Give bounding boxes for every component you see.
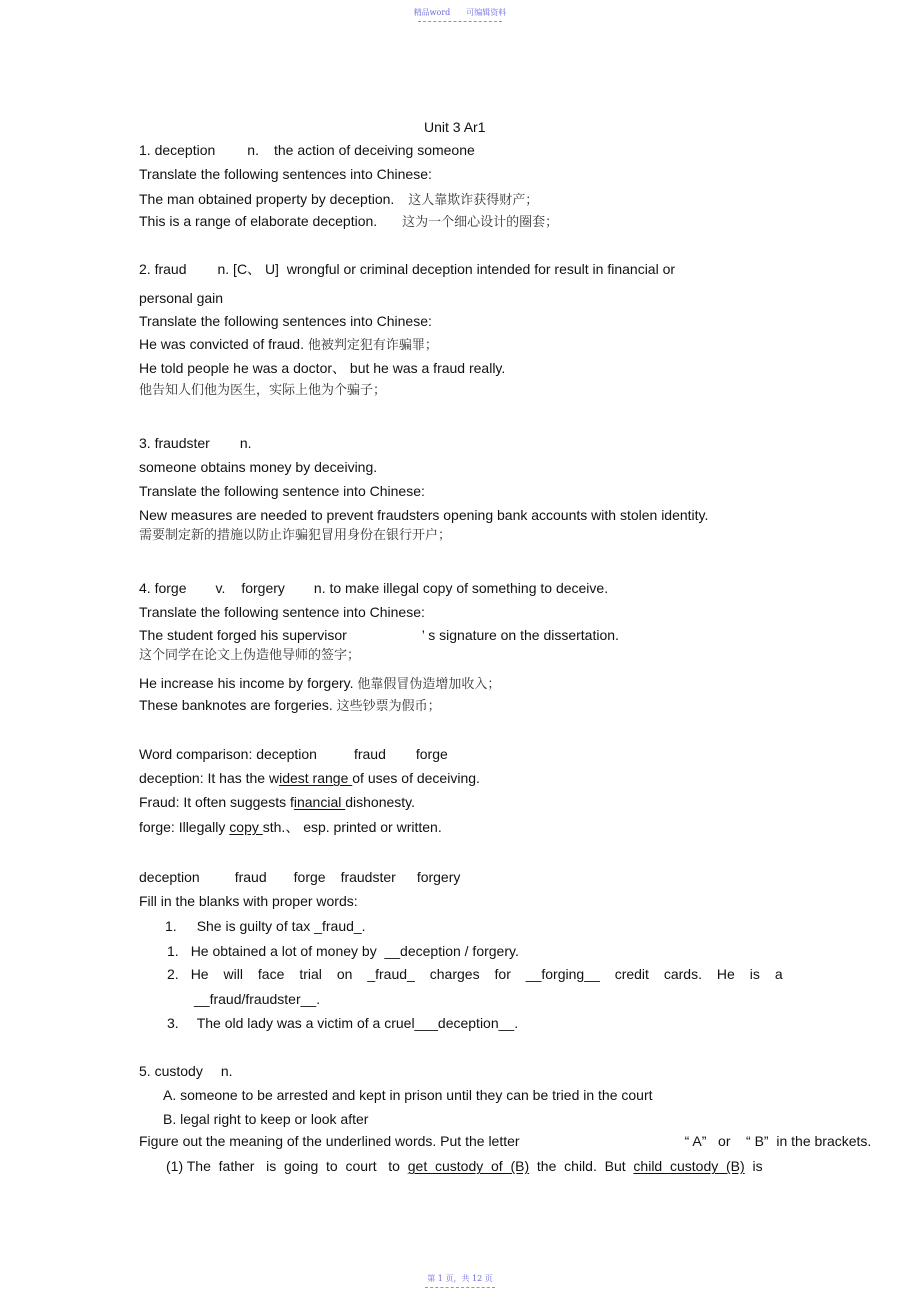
item-number: 1. bbox=[165, 918, 177, 934]
term: 4. forge bbox=[139, 580, 187, 596]
question-1 bbox=[166, 1157, 763, 1175]
entry-custody bbox=[139, 1062, 233, 1080]
text: (1) The father is going to court to bbox=[166, 1158, 408, 1174]
definition: someone obtains money by deceiving. bbox=[139, 459, 378, 475]
entry-fraudster bbox=[139, 434, 252, 452]
term: 2. fraud bbox=[139, 261, 187, 277]
comparison-line bbox=[139, 818, 442, 836]
instruction: Translate the following sentence into Chinese: bbox=[139, 604, 425, 620]
example-en: New measures are needed to prevent fraudsters opening bank accounts with stolen identity. bbox=[139, 507, 709, 523]
example-cn: 他靠假冒伪造增加收入； bbox=[357, 677, 501, 692]
text: of uses of deceiving. bbox=[352, 770, 480, 786]
term: 1. deception bbox=[139, 142, 216, 158]
underlined-text: child custody (B) bbox=[633, 1158, 745, 1174]
word: credit bbox=[614, 966, 649, 982]
word-bank bbox=[139, 868, 460, 886]
example-en: He increase his income by forgery. bbox=[139, 675, 354, 691]
header-divider bbox=[418, 21, 502, 22]
pos: n. bbox=[239, 435, 252, 451]
word: fraudster bbox=[340, 869, 396, 885]
entry-fraud bbox=[139, 260, 675, 278]
doc-title: Unit 3 Ar1 bbox=[424, 119, 486, 135]
exercise-item bbox=[167, 965, 783, 983]
item-number: 3. bbox=[167, 1015, 179, 1031]
word: forge bbox=[415, 746, 448, 762]
term: forgery bbox=[241, 580, 285, 596]
example-cn: 这个同学在论文上伪造他导师的签字； bbox=[139, 648, 361, 663]
instruction-text: Figure out the meaning of the underlined words. Put the letter bbox=[139, 1133, 520, 1149]
word: deception bbox=[139, 869, 200, 885]
example-cn: 这为一个细心设计的圈套； bbox=[402, 215, 559, 230]
item-number: 1. bbox=[167, 943, 179, 959]
example-en: This is a range of elaborate deception. bbox=[139, 213, 378, 229]
underlined-text: get custody of (B) bbox=[407, 1158, 530, 1174]
word: He bbox=[190, 966, 209, 982]
item-text: He obtained a lot of money by __deception / forgery. bbox=[190, 943, 519, 959]
pos: v. bbox=[215, 580, 226, 596]
page-number: 第 1 页，共 12 页 bbox=[427, 1274, 493, 1283]
instruction bbox=[139, 1132, 871, 1150]
underlined-text: copy bbox=[229, 819, 263, 835]
word: _fraud_ bbox=[367, 966, 415, 982]
term: 5. custody bbox=[139, 1063, 203, 1079]
page-footer bbox=[0, 1273, 920, 1288]
word: fraud bbox=[234, 869, 267, 885]
example-en: He told people he was a doctor、 but he was a fraud really. bbox=[139, 360, 506, 376]
word: charges bbox=[429, 966, 480, 982]
word: forge bbox=[293, 869, 326, 885]
exercise-item bbox=[165, 917, 366, 935]
pos: n. bbox=[247, 142, 259, 158]
word: on bbox=[336, 966, 353, 982]
entry-deception bbox=[139, 141, 475, 159]
example-en: He was convicted of fraud. bbox=[139, 336, 304, 352]
word: forgery bbox=[416, 869, 461, 885]
item-text: She is guilty of tax _fraud_. bbox=[196, 918, 366, 934]
instruction: Translate the following sentences into Chinese: bbox=[139, 166, 432, 182]
item-text bbox=[191, 965, 783, 983]
example-en: The man obtained property by deception. bbox=[139, 191, 395, 207]
text: Fraud: It often suggests f bbox=[139, 794, 294, 810]
example bbox=[139, 674, 500, 694]
definition: n. to make illegal copy of something to deceive. bbox=[313, 580, 609, 596]
text: forge: Illegally bbox=[139, 819, 230, 835]
word: for bbox=[494, 966, 511, 982]
word: is bbox=[749, 966, 760, 982]
word: He bbox=[716, 966, 735, 982]
footer-divider bbox=[425, 1287, 495, 1288]
pos: n. bbox=[220, 1063, 233, 1079]
label: Word comparison: deception bbox=[139, 746, 317, 762]
exercise-item bbox=[167, 1014, 518, 1032]
example-en: The student forged his supervisor bbox=[139, 627, 347, 643]
text: the child. But bbox=[529, 1158, 634, 1174]
entry-forge bbox=[139, 579, 608, 597]
definition: the action of deceiving someone bbox=[273, 142, 475, 158]
word: cards. bbox=[663, 966, 702, 982]
text: dishonesty. bbox=[345, 794, 416, 810]
header-right: 可编辑资料 bbox=[466, 8, 507, 17]
definition: n. [C、 U] wrongful or criminal deception intended for result in financial or bbox=[217, 261, 676, 277]
page-header bbox=[0, 7, 920, 22]
word: __forging__ bbox=[525, 966, 600, 982]
word: fraud bbox=[353, 746, 386, 762]
option-b: B. legal right to keep or look after bbox=[163, 1111, 369, 1127]
comparison-line bbox=[139, 793, 415, 811]
comparison-line bbox=[139, 769, 480, 787]
word: trial bbox=[299, 966, 322, 982]
word: face bbox=[257, 966, 285, 982]
definition-cont: personal gain bbox=[139, 290, 224, 306]
instruction: Fill in the blanks with proper words: bbox=[139, 893, 358, 909]
item-text: The old lady was a victim of a cruel___deception__. bbox=[196, 1015, 519, 1031]
instruction: Translate the following sentences into Chinese: bbox=[139, 313, 432, 329]
word: a bbox=[774, 966, 783, 982]
text: sth.、 esp. printed or written. bbox=[262, 819, 442, 835]
example-cn: 需要制定新的措施以防止诈骗犯冒用身份在银行开户； bbox=[139, 528, 452, 543]
item-number: 2. bbox=[167, 966, 179, 982]
example-en: These banknotes are forgeries. bbox=[139, 697, 333, 713]
example-cn: 这些钞票为假币； bbox=[336, 699, 441, 714]
example-en: ’ s signature on the dissertation. bbox=[421, 627, 619, 643]
example bbox=[139, 190, 538, 210]
exercise-item bbox=[167, 942, 519, 960]
example-cn: 这人靠欺诈获得财产； bbox=[408, 193, 539, 208]
item-text-cont: __fraud/fraudster__. bbox=[194, 991, 321, 1007]
example bbox=[139, 212, 558, 232]
example bbox=[139, 626, 619, 644]
term: 3. fraudster bbox=[139, 435, 210, 451]
example-cn: 他被判定犯有诈骗罪； bbox=[307, 338, 438, 353]
instruction: Translate the following sentence into Chinese: bbox=[139, 483, 425, 499]
underlined-text: idest range bbox=[279, 770, 353, 786]
example bbox=[139, 696, 441, 716]
text: is bbox=[744, 1158, 763, 1174]
example bbox=[139, 335, 438, 355]
underlined-text: inancial bbox=[293, 794, 346, 810]
example-cn: 他告知人们他为医生，实际上他为个骗子； bbox=[139, 383, 387, 398]
comparison-heading bbox=[139, 745, 448, 763]
word: will bbox=[223, 966, 243, 982]
text: deception: It has the w bbox=[139, 770, 280, 786]
instruction-text: “ A” or “ B” in the brackets. bbox=[684, 1133, 872, 1149]
header-left: 精品word bbox=[413, 8, 451, 17]
option-a: A. someone to be arrested and kept in prison until they can be tried in the court bbox=[163, 1087, 653, 1103]
